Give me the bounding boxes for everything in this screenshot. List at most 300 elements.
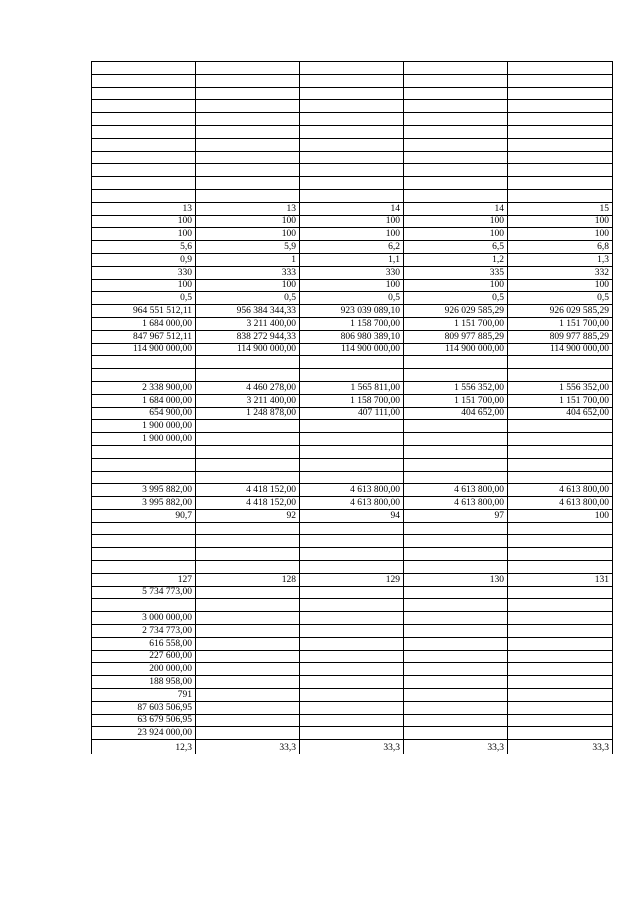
table-cell [508, 433, 613, 446]
table-cell: 4 418 152,00 [196, 484, 300, 497]
table-cell: 13 [196, 202, 300, 215]
table-cell: 407 111,00 [300, 407, 404, 420]
table-cell [196, 612, 300, 625]
table-cell: 100 [508, 279, 613, 292]
table-cell: 4 613 800,00 [300, 484, 404, 497]
table-row [92, 458, 613, 471]
table-cell: 1 151 700,00 [404, 394, 508, 407]
table-cell: 100 [300, 215, 404, 228]
table-cell [196, 420, 300, 433]
table-row [92, 433, 613, 446]
table-cell: 926 029 585,29 [404, 305, 508, 318]
table-cell: 4 460 278,00 [196, 381, 300, 394]
table-cell: 964 551 512,11 [92, 305, 196, 318]
table-row [92, 228, 613, 241]
table-cell [404, 164, 508, 177]
table-cell [404, 727, 508, 740]
table-cell [300, 535, 404, 548]
table-cell [508, 625, 613, 638]
table-cell: 4 613 800,00 [300, 497, 404, 510]
table-cell: 100 [300, 228, 404, 241]
table-row [92, 241, 613, 254]
table-cell [508, 125, 613, 138]
table-cell [300, 676, 404, 689]
data-table [91, 61, 613, 754]
table-cell [300, 125, 404, 138]
table-row [92, 561, 613, 574]
table-cell [196, 458, 300, 471]
table-row [92, 522, 613, 535]
table-cell: 330 [300, 266, 404, 279]
table-cell [92, 100, 196, 113]
table-cell: 100 [404, 279, 508, 292]
table-cell [300, 445, 404, 458]
table-cell [196, 561, 300, 574]
table-cell: 5,9 [196, 241, 300, 254]
table-cell [300, 612, 404, 625]
table-cell: 404 652,00 [404, 407, 508, 420]
table-cell: 809 977 885,29 [508, 330, 613, 343]
table-cell [196, 522, 300, 535]
table-row [92, 279, 613, 292]
table-cell [196, 701, 300, 714]
table-row [92, 343, 613, 356]
table-cell [508, 650, 613, 663]
table-cell [404, 522, 508, 535]
table-cell: 114 900 000,00 [300, 343, 404, 356]
table-cell [300, 100, 404, 113]
table-cell: 100 [404, 215, 508, 228]
table-cell: 956 384 344,33 [196, 305, 300, 318]
table-cell [92, 471, 196, 484]
table-cell [196, 586, 300, 599]
table-row [92, 586, 613, 599]
table-row [92, 125, 613, 138]
table-cell [404, 561, 508, 574]
table-cell [404, 177, 508, 190]
table-cell: 1 556 352,00 [404, 381, 508, 394]
table-cell [508, 586, 613, 599]
table-cell [92, 458, 196, 471]
table-cell [508, 356, 613, 369]
table-cell [404, 612, 508, 625]
table-cell [92, 445, 196, 458]
table-cell [508, 535, 613, 548]
table-cell: 100 [92, 279, 196, 292]
table-cell [300, 62, 404, 75]
table-cell [92, 164, 196, 177]
table-cell: 100 [92, 215, 196, 228]
table-row [92, 62, 613, 75]
table-cell: 0,5 [196, 292, 300, 305]
table-row [92, 637, 613, 650]
table-cell [300, 164, 404, 177]
table-cell [92, 125, 196, 138]
table-cell [300, 714, 404, 727]
table-cell: 100 [508, 215, 613, 228]
table-cell: 23 924 000,00 [92, 727, 196, 740]
table-cell [196, 727, 300, 740]
table-cell [508, 177, 613, 190]
table-cell [508, 663, 613, 676]
table-cell [300, 650, 404, 663]
table-row [92, 317, 613, 330]
table-row [92, 727, 613, 740]
table-cell [196, 113, 300, 126]
table-cell: 1,2 [404, 253, 508, 266]
table-cell: 0,5 [92, 292, 196, 305]
table-cell [300, 87, 404, 100]
table-cell: 2 734 773,00 [92, 625, 196, 638]
table-cell [92, 356, 196, 369]
table-row [92, 535, 613, 548]
table-row [92, 548, 613, 561]
table-cell: 33,3 [404, 740, 508, 754]
table-row [92, 497, 613, 510]
table-cell: 838 272 944,33 [196, 330, 300, 343]
table-cell: 3 211 400,00 [196, 394, 300, 407]
table-row [92, 599, 613, 612]
table-row [92, 202, 613, 215]
table-cell [196, 87, 300, 100]
table-row [92, 394, 613, 407]
table-cell [300, 727, 404, 740]
table-cell [404, 100, 508, 113]
table-cell: 5 734 773,00 [92, 586, 196, 599]
table-cell [300, 522, 404, 535]
table-cell [300, 561, 404, 574]
table-cell [508, 62, 613, 75]
table-cell: 806 980 389,10 [300, 330, 404, 343]
table-cell: 330 [92, 266, 196, 279]
table-cell [508, 548, 613, 561]
table-cell: 3 211 400,00 [196, 317, 300, 330]
table-cell [196, 433, 300, 446]
table-cell [508, 727, 613, 740]
table-cell [196, 356, 300, 369]
table-cell: 87 603 506,95 [92, 701, 196, 714]
table-cell: 33,3 [196, 740, 300, 754]
table-cell [196, 151, 300, 164]
table-cell: 130 [404, 573, 508, 586]
table-cell: 33,3 [300, 740, 404, 754]
table-row [92, 305, 613, 318]
table-cell [300, 356, 404, 369]
table-cell [508, 100, 613, 113]
table-cell: 1 556 352,00 [508, 381, 613, 394]
table-cell: 33,3 [508, 740, 613, 754]
table-cell [300, 113, 404, 126]
table-cell [92, 74, 196, 87]
table-cell: 923 039 089,10 [300, 305, 404, 318]
table-cell [404, 676, 508, 689]
table-cell: 94 [300, 509, 404, 522]
table-row [92, 701, 613, 714]
table-cell [508, 676, 613, 689]
table-cell [508, 420, 613, 433]
table-row [92, 689, 613, 702]
table-cell: 14 [300, 202, 404, 215]
table-cell [196, 445, 300, 458]
table-cell: 0,5 [300, 292, 404, 305]
table-cell: 114 900 000,00 [508, 343, 613, 356]
table-cell: 12,3 [92, 740, 196, 754]
table-cell: 6,8 [508, 241, 613, 254]
table-cell [92, 62, 196, 75]
table-cell: 114 900 000,00 [404, 343, 508, 356]
table-cell: 404 652,00 [508, 407, 613, 420]
table-row [92, 87, 613, 100]
table-cell [404, 650, 508, 663]
table-cell [508, 701, 613, 714]
table-cell [508, 189, 613, 202]
table-cell: 90,7 [92, 509, 196, 522]
table-cell [508, 113, 613, 126]
table-cell [404, 125, 508, 138]
table-cell: 100 [92, 228, 196, 241]
table-cell [404, 637, 508, 650]
table-cell [404, 62, 508, 75]
table-cell [92, 177, 196, 190]
table-cell [404, 663, 508, 676]
table-cell [92, 535, 196, 548]
table-cell: 926 029 585,29 [508, 305, 613, 318]
table-cell [508, 637, 613, 650]
table-cell [404, 689, 508, 702]
table-cell: 200 000,00 [92, 663, 196, 676]
table-cell [404, 586, 508, 599]
table-cell: 1 248 878,00 [196, 407, 300, 420]
table-row [92, 420, 613, 433]
table-cell [196, 62, 300, 75]
table-cell [300, 625, 404, 638]
table-cell: 1 158 700,00 [300, 394, 404, 407]
table-cell [196, 138, 300, 151]
table-cell [300, 548, 404, 561]
table-cell: 114 900 000,00 [92, 343, 196, 356]
table-cell [92, 87, 196, 100]
table-cell: 4 613 800,00 [508, 497, 613, 510]
table-cell: 14 [404, 202, 508, 215]
table-cell: 2 338 900,00 [92, 381, 196, 394]
table-row [92, 650, 613, 663]
table-cell [92, 369, 196, 382]
table-cell [300, 189, 404, 202]
table-cell [508, 458, 613, 471]
table-row [92, 676, 613, 689]
table-row [92, 74, 613, 87]
table-cell [196, 637, 300, 650]
table-cell: 4 613 800,00 [404, 484, 508, 497]
table-cell [300, 177, 404, 190]
table-cell [508, 369, 613, 382]
table-cell [300, 369, 404, 382]
table-cell: 0,5 [404, 292, 508, 305]
table-cell [92, 599, 196, 612]
table-cell [508, 714, 613, 727]
table-cell: 13 [92, 202, 196, 215]
table-cell: 100 [404, 228, 508, 241]
table-cell: 4 418 152,00 [196, 497, 300, 510]
table-cell [300, 586, 404, 599]
table-cell [196, 650, 300, 663]
table-cell [508, 138, 613, 151]
table-cell: 227 600,00 [92, 650, 196, 663]
table-cell [404, 138, 508, 151]
table-cell: 188 958,00 [92, 676, 196, 689]
table-cell: 129 [300, 573, 404, 586]
table-cell [404, 189, 508, 202]
table-cell [404, 625, 508, 638]
table-cell: 4 613 800,00 [404, 497, 508, 510]
table-cell [404, 74, 508, 87]
table-cell [300, 663, 404, 676]
table-cell [300, 471, 404, 484]
table-cell [508, 151, 613, 164]
table-cell: 6,2 [300, 241, 404, 254]
table-cell [508, 471, 613, 484]
table-row [92, 215, 613, 228]
table-cell [196, 535, 300, 548]
table-row [92, 445, 613, 458]
table-cell [196, 689, 300, 702]
table-cell: 100 [508, 228, 613, 241]
table-cell [196, 625, 300, 638]
table-cell [508, 689, 613, 702]
table-row [92, 100, 613, 113]
table-cell [404, 433, 508, 446]
table-cell [300, 599, 404, 612]
table-cell [196, 164, 300, 177]
table-row [92, 253, 613, 266]
table-cell: 15 [508, 202, 613, 215]
table-cell: 616 558,00 [92, 637, 196, 650]
table-row [92, 164, 613, 177]
table-cell [300, 701, 404, 714]
table-cell [92, 138, 196, 151]
table-cell [404, 714, 508, 727]
table-cell [196, 599, 300, 612]
table-cell [92, 561, 196, 574]
table-cell: 128 [196, 573, 300, 586]
table-cell [404, 369, 508, 382]
table-row [92, 113, 613, 126]
table-cell: 332 [508, 266, 613, 279]
table-cell: 114 900 000,00 [196, 343, 300, 356]
table-cell: 809 977 885,29 [404, 330, 508, 343]
table-cell [404, 458, 508, 471]
table-cell [404, 701, 508, 714]
table-cell [508, 599, 613, 612]
table-cell: 1 900 000,00 [92, 433, 196, 446]
table-cell [300, 138, 404, 151]
table-cell: 335 [404, 266, 508, 279]
table-cell [404, 87, 508, 100]
table-cell: 1,1 [300, 253, 404, 266]
table-cell [404, 356, 508, 369]
table-row [92, 573, 613, 586]
table-cell [92, 548, 196, 561]
table-cell [196, 100, 300, 113]
table-cell: 92 [196, 509, 300, 522]
table-row [92, 509, 613, 522]
table-cell [300, 151, 404, 164]
table-cell [92, 189, 196, 202]
table-cell: 1,3 [508, 253, 613, 266]
table-cell [404, 471, 508, 484]
table-body [92, 62, 613, 754]
table-cell [508, 74, 613, 87]
table-cell: 63 679 506,95 [92, 714, 196, 727]
table-cell [92, 151, 196, 164]
table-cell [300, 637, 404, 650]
table-row [92, 330, 613, 343]
table-cell: 100 [196, 215, 300, 228]
table-cell: 1 900 000,00 [92, 420, 196, 433]
table-cell: 97 [404, 509, 508, 522]
table-row [92, 625, 613, 638]
table-cell: 333 [196, 266, 300, 279]
table-cell [196, 125, 300, 138]
table-cell [196, 676, 300, 689]
table-cell: 1 151 700,00 [404, 317, 508, 330]
table-cell [404, 535, 508, 548]
table-cell [508, 445, 613, 458]
table-row [92, 151, 613, 164]
table-row [92, 381, 613, 394]
table-cell [508, 522, 613, 535]
table-cell [92, 113, 196, 126]
table-cell: 0,9 [92, 253, 196, 266]
table-cell: 1 565 811,00 [300, 381, 404, 394]
table-cell [300, 689, 404, 702]
table-cell: 1 684 000,00 [92, 317, 196, 330]
table-cell [92, 522, 196, 535]
table-cell: 3 000 000,00 [92, 612, 196, 625]
table-cell: 100 [508, 509, 613, 522]
table-cell: 1 151 700,00 [508, 394, 613, 407]
table-cell [508, 561, 613, 574]
table-cell [404, 445, 508, 458]
table-cell [196, 548, 300, 561]
table-cell [196, 663, 300, 676]
table-cell: 1 684 000,00 [92, 394, 196, 407]
table-cell [196, 714, 300, 727]
table-cell: 6,5 [404, 241, 508, 254]
table-row [92, 356, 613, 369]
table-cell [404, 599, 508, 612]
table-row [92, 266, 613, 279]
table-row [92, 612, 613, 625]
table-cell [196, 74, 300, 87]
table-row [92, 407, 613, 420]
table-cell [404, 548, 508, 561]
table-cell [196, 471, 300, 484]
table-row [92, 740, 613, 754]
table-cell: 127 [92, 573, 196, 586]
table-cell: 3 995 882,00 [92, 484, 196, 497]
table-cell: 131 [508, 573, 613, 586]
table-cell [300, 74, 404, 87]
table-cell: 847 967 512,11 [92, 330, 196, 343]
table-cell [300, 458, 404, 471]
table-cell: 100 [300, 279, 404, 292]
table-cell: 4 613 800,00 [508, 484, 613, 497]
table-cell [508, 164, 613, 177]
table-cell [300, 433, 404, 446]
table-cell: 1 158 700,00 [300, 317, 404, 330]
table-cell: 5,6 [92, 241, 196, 254]
